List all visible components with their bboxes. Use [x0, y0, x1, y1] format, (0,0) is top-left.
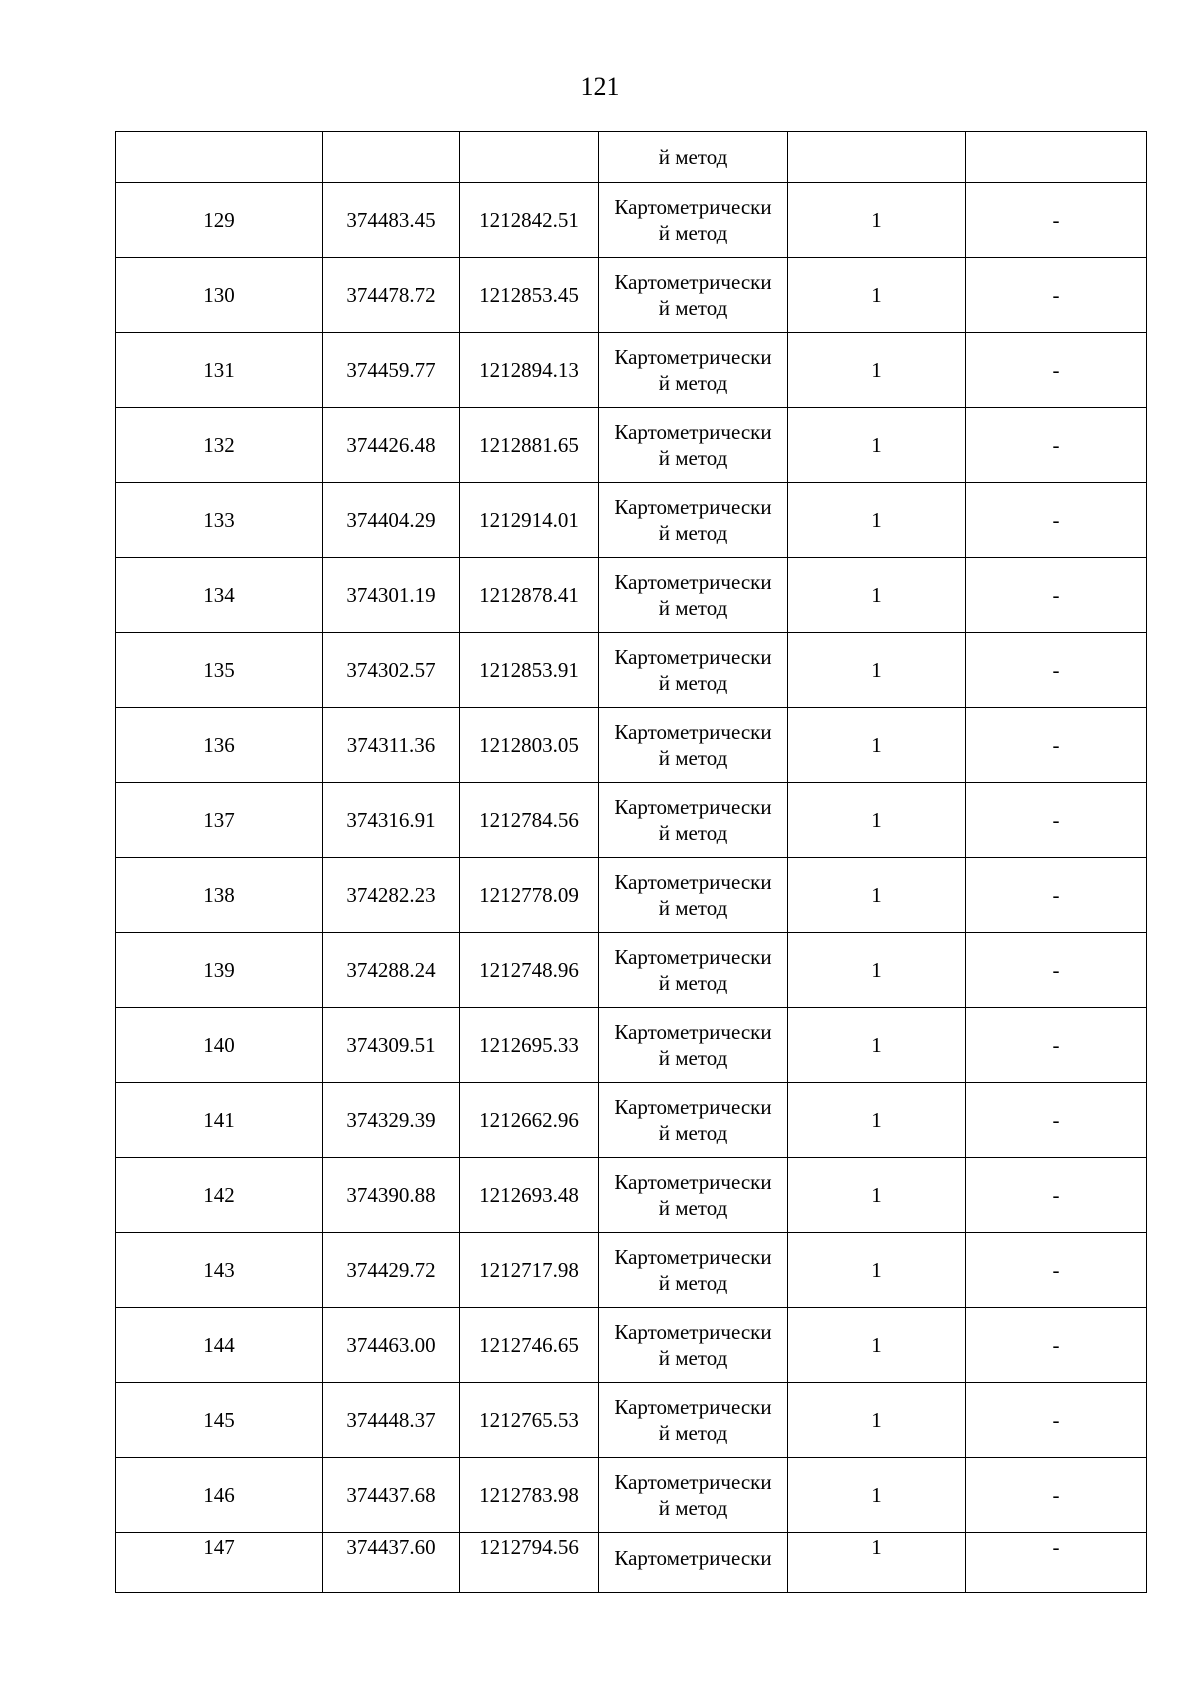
cell-point-number: 129: [116, 183, 323, 258]
cell-x-coordinate: 374309.51: [323, 1008, 460, 1083]
table-row: [116, 1533, 1147, 1593]
cell-method: [599, 132, 788, 183]
method-text-line: й метод: [658, 821, 728, 845]
cell-point-number: 139: [116, 933, 323, 1008]
cell-point-number: 140: [116, 1008, 323, 1083]
method-text-line: Картометрически: [614, 345, 772, 369]
cell-accuracy: 1: [788, 1308, 966, 1383]
cell-description: -: [966, 183, 1147, 258]
table-row-continuation: [116, 132, 1147, 183]
cell-description: -: [966, 858, 1147, 933]
cell-accuracy: 1: [788, 1233, 966, 1308]
cell-y-coordinate: 1212693.48: [460, 1158, 599, 1233]
cell-point-number: 137: [116, 783, 323, 858]
method-text-line: й метод: [658, 1421, 728, 1445]
table-row: [116, 708, 1147, 783]
cell-method: [599, 1308, 788, 1383]
cell-point-number: 147: [116, 1533, 323, 1593]
cell-method: [599, 1083, 788, 1158]
cell-method: [599, 1008, 788, 1083]
cell-method: [599, 258, 788, 333]
cell-description: -: [966, 1308, 1147, 1383]
cell-y-coordinate: 1212914.01: [460, 483, 599, 558]
cell-method: [599, 1458, 788, 1533]
method-text-line: й метод: [658, 1346, 728, 1370]
method-text-line: й метод: [658, 596, 728, 620]
cell-x-coordinate: 374404.29: [323, 483, 460, 558]
table-row: [116, 408, 1147, 483]
method-text-line: й метод: [658, 671, 728, 695]
cell-description: -: [966, 558, 1147, 633]
table-row: [116, 1383, 1147, 1458]
method-text-line: й метод: [658, 896, 728, 920]
cell-description: -: [966, 783, 1147, 858]
cell-y-coordinate: 1212778.09: [460, 858, 599, 933]
cell-description: -: [966, 1083, 1147, 1158]
cell-description: -: [966, 1458, 1147, 1533]
cell-x-coordinate: 374316.91: [323, 783, 460, 858]
method-text-line: й метод: [658, 1121, 728, 1145]
cell-y-coordinate: 1212878.41: [460, 558, 599, 633]
cell-method: [599, 1158, 788, 1233]
method-text-line: Картометрически: [614, 1170, 772, 1194]
cell-x-coordinate: 374288.24: [323, 933, 460, 1008]
cell-point-number: 134: [116, 558, 323, 633]
method-text-line: й метод: [658, 1496, 728, 1520]
cell-point-number: 130: [116, 258, 323, 333]
cell-point-number: 146: [116, 1458, 323, 1533]
cell-y-coordinate: 1212783.98: [460, 1458, 599, 1533]
table-row: [116, 633, 1147, 708]
cell-description: -: [966, 258, 1147, 333]
cell-y-coordinate: 1212853.45: [460, 258, 599, 333]
cell-description: [966, 132, 1147, 183]
cell-x-coordinate: 374302.57: [323, 633, 460, 708]
cell-description: -: [966, 633, 1147, 708]
cell-y-coordinate: 1212765.53: [460, 1383, 599, 1458]
cell-method: [599, 1533, 788, 1593]
cell-x-coordinate: 374448.37: [323, 1383, 460, 1458]
cell-point-number: 133: [116, 483, 323, 558]
cell-y-coordinate: 1212794.56: [460, 1533, 599, 1593]
cell-x-coordinate: 374483.45: [323, 183, 460, 258]
method-text-line: й метод: [658, 145, 728, 169]
table-row: [116, 1008, 1147, 1083]
coordinates-table: [115, 131, 1147, 1593]
cell-accuracy: 1: [788, 1083, 966, 1158]
cell-y-coordinate: 1212842.51: [460, 183, 599, 258]
table-row: [116, 258, 1147, 333]
cell-x-coordinate: 374459.77: [323, 333, 460, 408]
cell-y-coordinate: 1212695.33: [460, 1008, 599, 1083]
cell-accuracy: 1: [788, 1158, 966, 1233]
cell-accuracy: 1: [788, 783, 966, 858]
method-text-line: Картометрически: [614, 720, 772, 744]
cell-accuracy: 1: [788, 858, 966, 933]
method-text-line: Картометрически: [614, 1546, 772, 1570]
method-text-line: Картометрически: [614, 1020, 772, 1044]
cell-point-number: 144: [116, 1308, 323, 1383]
cell-accuracy: 1: [788, 1008, 966, 1083]
cell-description: -: [966, 933, 1147, 1008]
cell-point-number: 145: [116, 1383, 323, 1458]
page-number: 121: [580, 72, 620, 101]
table-row: [116, 1233, 1147, 1308]
method-text-line: й метод: [658, 1196, 728, 1220]
cell-point-number: [116, 132, 323, 183]
table-row: [116, 1158, 1147, 1233]
cell-point-number: 132: [116, 408, 323, 483]
cell-method: [599, 333, 788, 408]
cell-x-coordinate: 374478.72: [323, 258, 460, 333]
cell-accuracy: 1: [788, 558, 966, 633]
cell-method: [599, 633, 788, 708]
cell-method: [599, 783, 788, 858]
cell-description: -: [966, 1158, 1147, 1233]
cell-x-coordinate: 374437.68: [323, 1458, 460, 1533]
method-text-line: Картометрически: [614, 420, 772, 444]
cell-x-coordinate: 374311.36: [323, 708, 460, 783]
cell-method: [599, 408, 788, 483]
table-row: [116, 783, 1147, 858]
cell-method: [599, 558, 788, 633]
cell-accuracy: 1: [788, 708, 966, 783]
cell-accuracy: 1: [788, 408, 966, 483]
cell-accuracy: 1: [788, 333, 966, 408]
table-row: [116, 558, 1147, 633]
cell-point-number: 143: [116, 1233, 323, 1308]
method-text-line: Картометрически: [614, 1320, 772, 1344]
method-text-line: й метод: [658, 221, 728, 245]
method-text-line: Картометрически: [614, 1245, 772, 1269]
method-text-line: й метод: [658, 1271, 728, 1295]
cell-x-coordinate: [323, 132, 460, 183]
table-row: [116, 183, 1147, 258]
cell-point-number: 131: [116, 333, 323, 408]
cell-method: [599, 1233, 788, 1308]
cell-y-coordinate: 1212881.65: [460, 408, 599, 483]
cell-accuracy: 1: [788, 483, 966, 558]
cell-y-coordinate: 1212894.13: [460, 333, 599, 408]
cell-y-coordinate: 1212746.65: [460, 1308, 599, 1383]
cell-y-coordinate: 1212748.96: [460, 933, 599, 1008]
cell-y-coordinate: [460, 132, 599, 183]
cell-description: -: [966, 483, 1147, 558]
method-text-line: Картометрически: [614, 570, 772, 594]
cell-point-number: 138: [116, 858, 323, 933]
cell-x-coordinate: 374390.88: [323, 1158, 460, 1233]
method-text-line: Картометрически: [614, 1470, 772, 1494]
method-text-line: Картометрически: [614, 495, 772, 519]
table-row: [116, 933, 1147, 1008]
method-text-line: Картометрически: [614, 945, 772, 969]
cell-y-coordinate: 1212717.98: [460, 1233, 599, 1308]
cell-x-coordinate: 374282.23: [323, 858, 460, 933]
cell-point-number: 141: [116, 1083, 323, 1158]
cell-x-coordinate: 374437.60: [323, 1533, 460, 1593]
method-text-line: й метод: [658, 446, 728, 470]
cell-accuracy: 1: [788, 933, 966, 1008]
cell-accuracy: 1: [788, 183, 966, 258]
method-text-line: й метод: [658, 521, 728, 545]
cell-x-coordinate: 374426.48: [323, 408, 460, 483]
table-row: [116, 333, 1147, 408]
method-text-line: й метод: [658, 371, 728, 395]
method-text-line: й метод: [658, 971, 728, 995]
method-text-line: й метод: [658, 296, 728, 320]
table-row: [116, 483, 1147, 558]
method-text-line: Картометрически: [614, 195, 772, 219]
cell-method: [599, 858, 788, 933]
cell-y-coordinate: 1212803.05: [460, 708, 599, 783]
method-text-line: й метод: [658, 746, 728, 770]
cell-accuracy: 1: [788, 633, 966, 708]
method-text-line: й метод: [658, 1046, 728, 1070]
cell-accuracy: 1: [788, 258, 966, 333]
cell-x-coordinate: 374301.19: [323, 558, 460, 633]
cell-point-number: 135: [116, 633, 323, 708]
cell-description: -: [966, 708, 1147, 783]
coordinates-table-body: [116, 132, 1147, 1593]
cell-accuracy: 1: [788, 1458, 966, 1533]
cell-description: -: [966, 408, 1147, 483]
cell-accuracy: [788, 132, 966, 183]
cell-method: [599, 933, 788, 1008]
table-row: [116, 1458, 1147, 1533]
cell-point-number: 142: [116, 1158, 323, 1233]
cell-y-coordinate: 1212662.96: [460, 1083, 599, 1158]
cell-method: [599, 183, 788, 258]
cell-point-number: 136: [116, 708, 323, 783]
table-row: [116, 1083, 1147, 1158]
cell-accuracy: 1: [788, 1533, 966, 1593]
cell-y-coordinate: 1212784.56: [460, 783, 599, 858]
method-text-line: Картометрически: [614, 270, 772, 294]
cell-x-coordinate: 374329.39: [323, 1083, 460, 1158]
table-row: [116, 858, 1147, 933]
cell-description: -: [966, 333, 1147, 408]
method-text-line: Картометрически: [614, 795, 772, 819]
cell-method: [599, 1383, 788, 1458]
cell-x-coordinate: 374463.00: [323, 1308, 460, 1383]
cell-accuracy: 1: [788, 1383, 966, 1458]
cell-description: -: [966, 1383, 1147, 1458]
cell-y-coordinate: 1212853.91: [460, 633, 599, 708]
cell-description: -: [966, 1233, 1147, 1308]
cell-description: -: [966, 1008, 1147, 1083]
method-text-line: Картометрически: [614, 1395, 772, 1419]
method-text-line: Картометрически: [614, 870, 772, 894]
cell-x-coordinate: 374429.72: [323, 1233, 460, 1308]
cell-description: -: [966, 1533, 1147, 1593]
cell-method: [599, 708, 788, 783]
table-row: [116, 1308, 1147, 1383]
method-text-line: Картометрически: [614, 1095, 772, 1119]
method-text-line: Картометрически: [614, 645, 772, 669]
cell-method: [599, 483, 788, 558]
